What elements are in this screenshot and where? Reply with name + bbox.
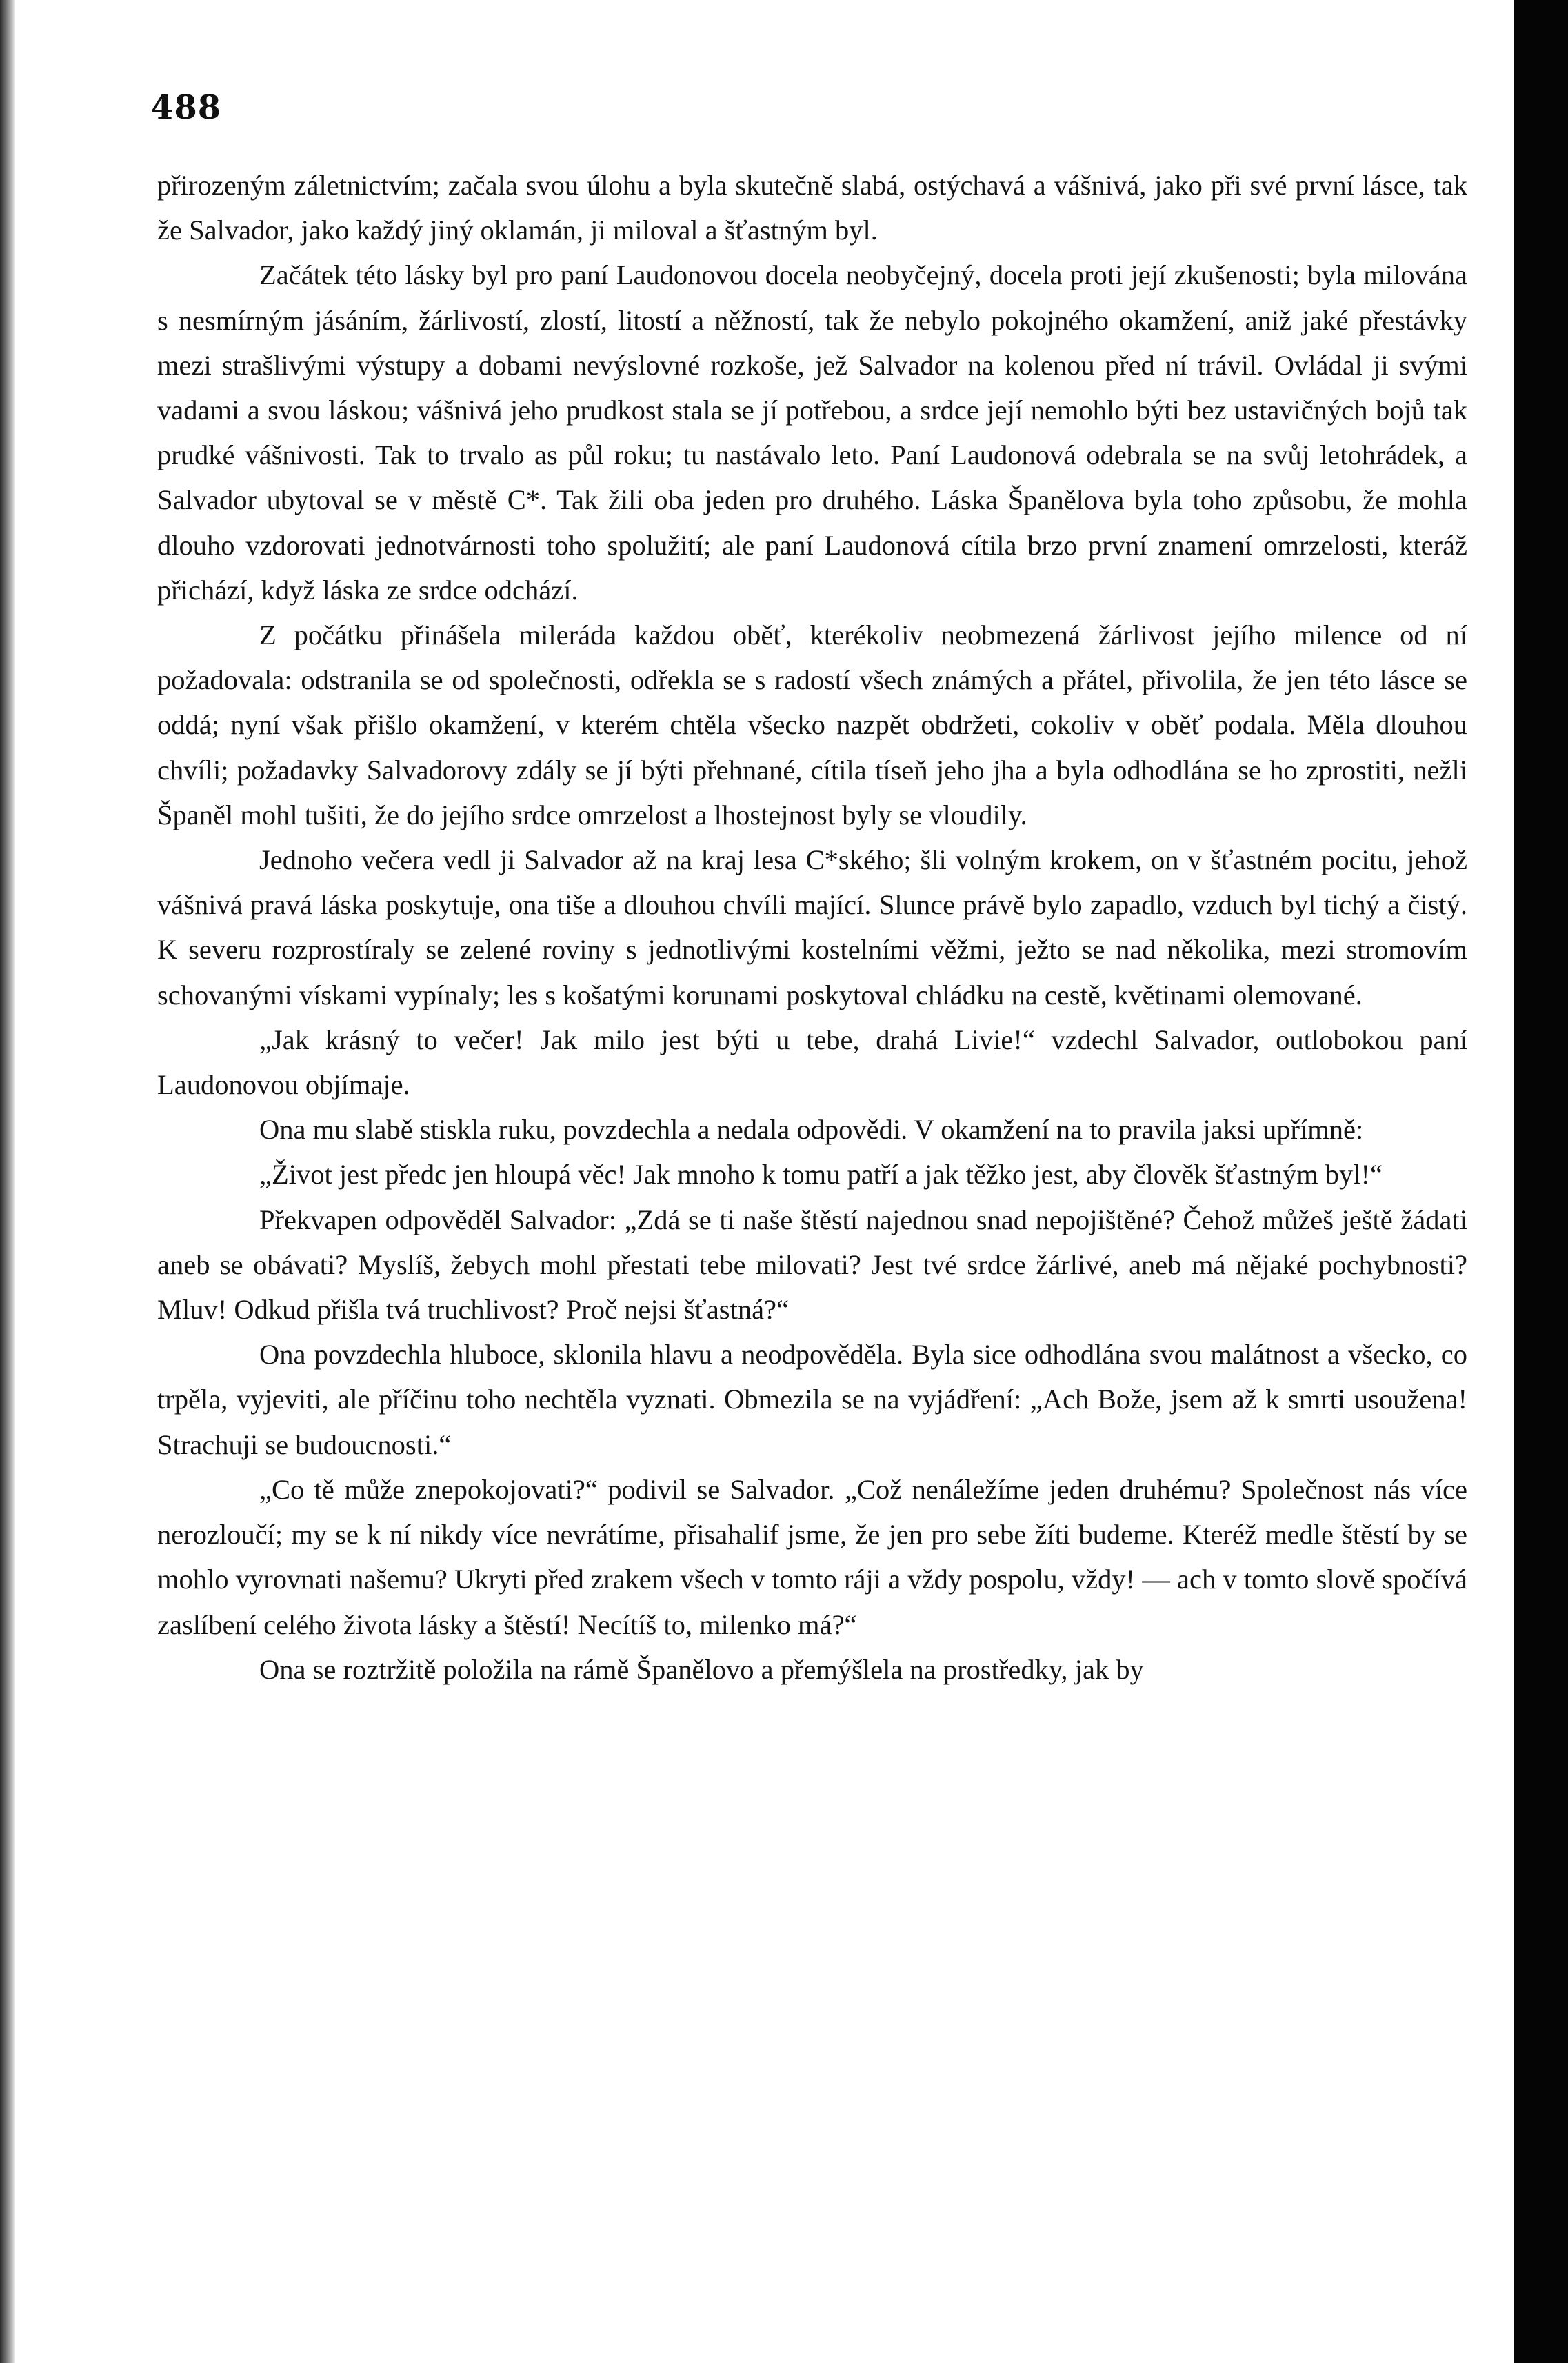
paragraph: Začátek této lásky byl pro paní Laudonovou docela neobyčejný, docela proti její zkušenosti; byla milována s nesmírným jásáním, žárlivostí, zlostí, litostí a něžností, tak že nebylo pokojného okamžení, aniž jaké přestávky mezi strašlivými výstupy a dobami nevýslovné rozkoše, jež Salvador na kolenou před ní trávil. Ovládal ji svými vadami a svou láskou; vášnivá jeho prudkost stala se jí potřebou, a srdce její nemohlo býti bez ustavičných bojů tak prudké vášnivosti. Tak to trvalo as půl roku; tu nastávalo leto. Paní Laudonová odebrala se na svůj letohrádek, a Salvador ubytoval se v městě C*. Tak žili oba jeden pro druhého. Láska Španělova byla toho způsobu, že mohla dlouho vzdorovati jednotvárnosti toho spolužití; ale paní Laudonová cítila brzo první znamení omrzelosti, kteráž přichází, když láska ze srdce odchází. <box>157 259 1467 606</box>
scan-right-border <box>1514 0 1568 2363</box>
scan-left-edge <box>0 0 15 2363</box>
paragraph: Překvapen odpověděl Salvador: „Zdá se ti naše štěstí najednou snad nepojištěné? Čehož můžeš ještě žádati aneb se obávati? Myslíš, žebych mohl přestati tebe milovati? Jest tvé srdce žárlivé, aneb má nějaké pochybnosti? Mluv! Odkud přišla tvá truchlivost? Proč nejsi šťastná?“ <box>157 1204 1467 1326</box>
paragraph: Z počátku přinášela mileráda každou oběť, kterékoliv neobmezená žárlivost jejího milence od ní požadovala: odstranila se od společnosti, odřekla se s radostí všech známých a přátel, přivolila, že jen této lásce se oddá; nyní však přišlo okamžení, v kterém chtěla všecko nazpět obdržeti, cokoliv v oběť podala. Měla dlouhou chvíli; požadavky Salvadorovy zdály se jí býti přehnané, cítila tíseň jeho jha a byla odhodlána se ho zprostiti, nežli Španěl mohl tušiti, že do jejího srdce omrzelost a lhostejnost byly se vloudily. <box>157 619 1467 830</box>
paragraph: „Život jest předc jen hloupá věc! Jak mnoho k tomu patří a jak těžko jest, aby člověk šťastným byl!“ <box>259 1159 1383 1190</box>
paragraph: „Co tě může znepokojovati?“ podivil se Salvador. „Což nenáležíme jeden druhému? Společnost nás více nerozloučí; my se k ní nikdy více nevrátíme, přisahalif jsme, že jen pro sebe žíti budeme. Kteréž medle štěstí by se mohlo vyrovnati našemu? Ukryti před zrakem všech v tomto ráji a vždy pospolu, vždy! — ach v tomto slově spočívá zaslíbení celého života lásky a štěstí! Necítíš to, milenko má?“ <box>157 1473 1467 1640</box>
paragraph: „Jak krásný to večer! Jak milo jest býti u tebe, drahá Livie!“ vzdechl Salvador, outlobokou paní Laudonovou objímaje. <box>157 1024 1467 1101</box>
paragraph: Jednoho večera vedl ji Salvador až na kraj lesa C*ského; šli volným krokem, on v šťastném pocitu, jehož vášnivá pravá láska poskytuje, ona tiše a dlouhou chvíli mající. Slunce právě bylo zapadlo, vzduch byl tichý a čistý. K severu rozprostíraly se zelené roviny s jednotlivými kostelními věžmi, ježto se nad několika, mezi stromovím schovanými vískami vypínaly; les s košatými korunami poskytoval chládku na cestě, květinami olemované. <box>157 844 1467 1010</box>
paragraph: Ona povzdechla hluboce, sklonila hlavu a neodpověděla. Byla sice odhodlána svou malátnost a všecko, co trpěla, vyjeviti, ale příčinu toho nechtěla vyznati. Obmezila se na vyjádření: „Ach Bože, jsem až k smrti usoužena! Strachuji se budoucnosti.“ <box>157 1339 1467 1460</box>
page-number: 488 <box>150 88 222 127</box>
paragraph: přirozeným záletnictvím; začala svou úlohu a byla skutečně slabá, ostýchavá a vášnivá, jako při své první lásce, tak že Salvador, jako každý jiný oklamán, ji miloval a šťastným byl. <box>157 170 1467 246</box>
paragraph: Ona se roztržitě položila na rámě Španělovo a přemýšlela na prostředky, jak by <box>259 1653 1144 1685</box>
body-text <box>157 163 1467 1692</box>
paragraph: Ona mu slabě stiskla ruku, povzdechla a nedala odpovědi. V okamžení na to pravila jaksi upřímně: <box>259 1114 1364 1146</box>
